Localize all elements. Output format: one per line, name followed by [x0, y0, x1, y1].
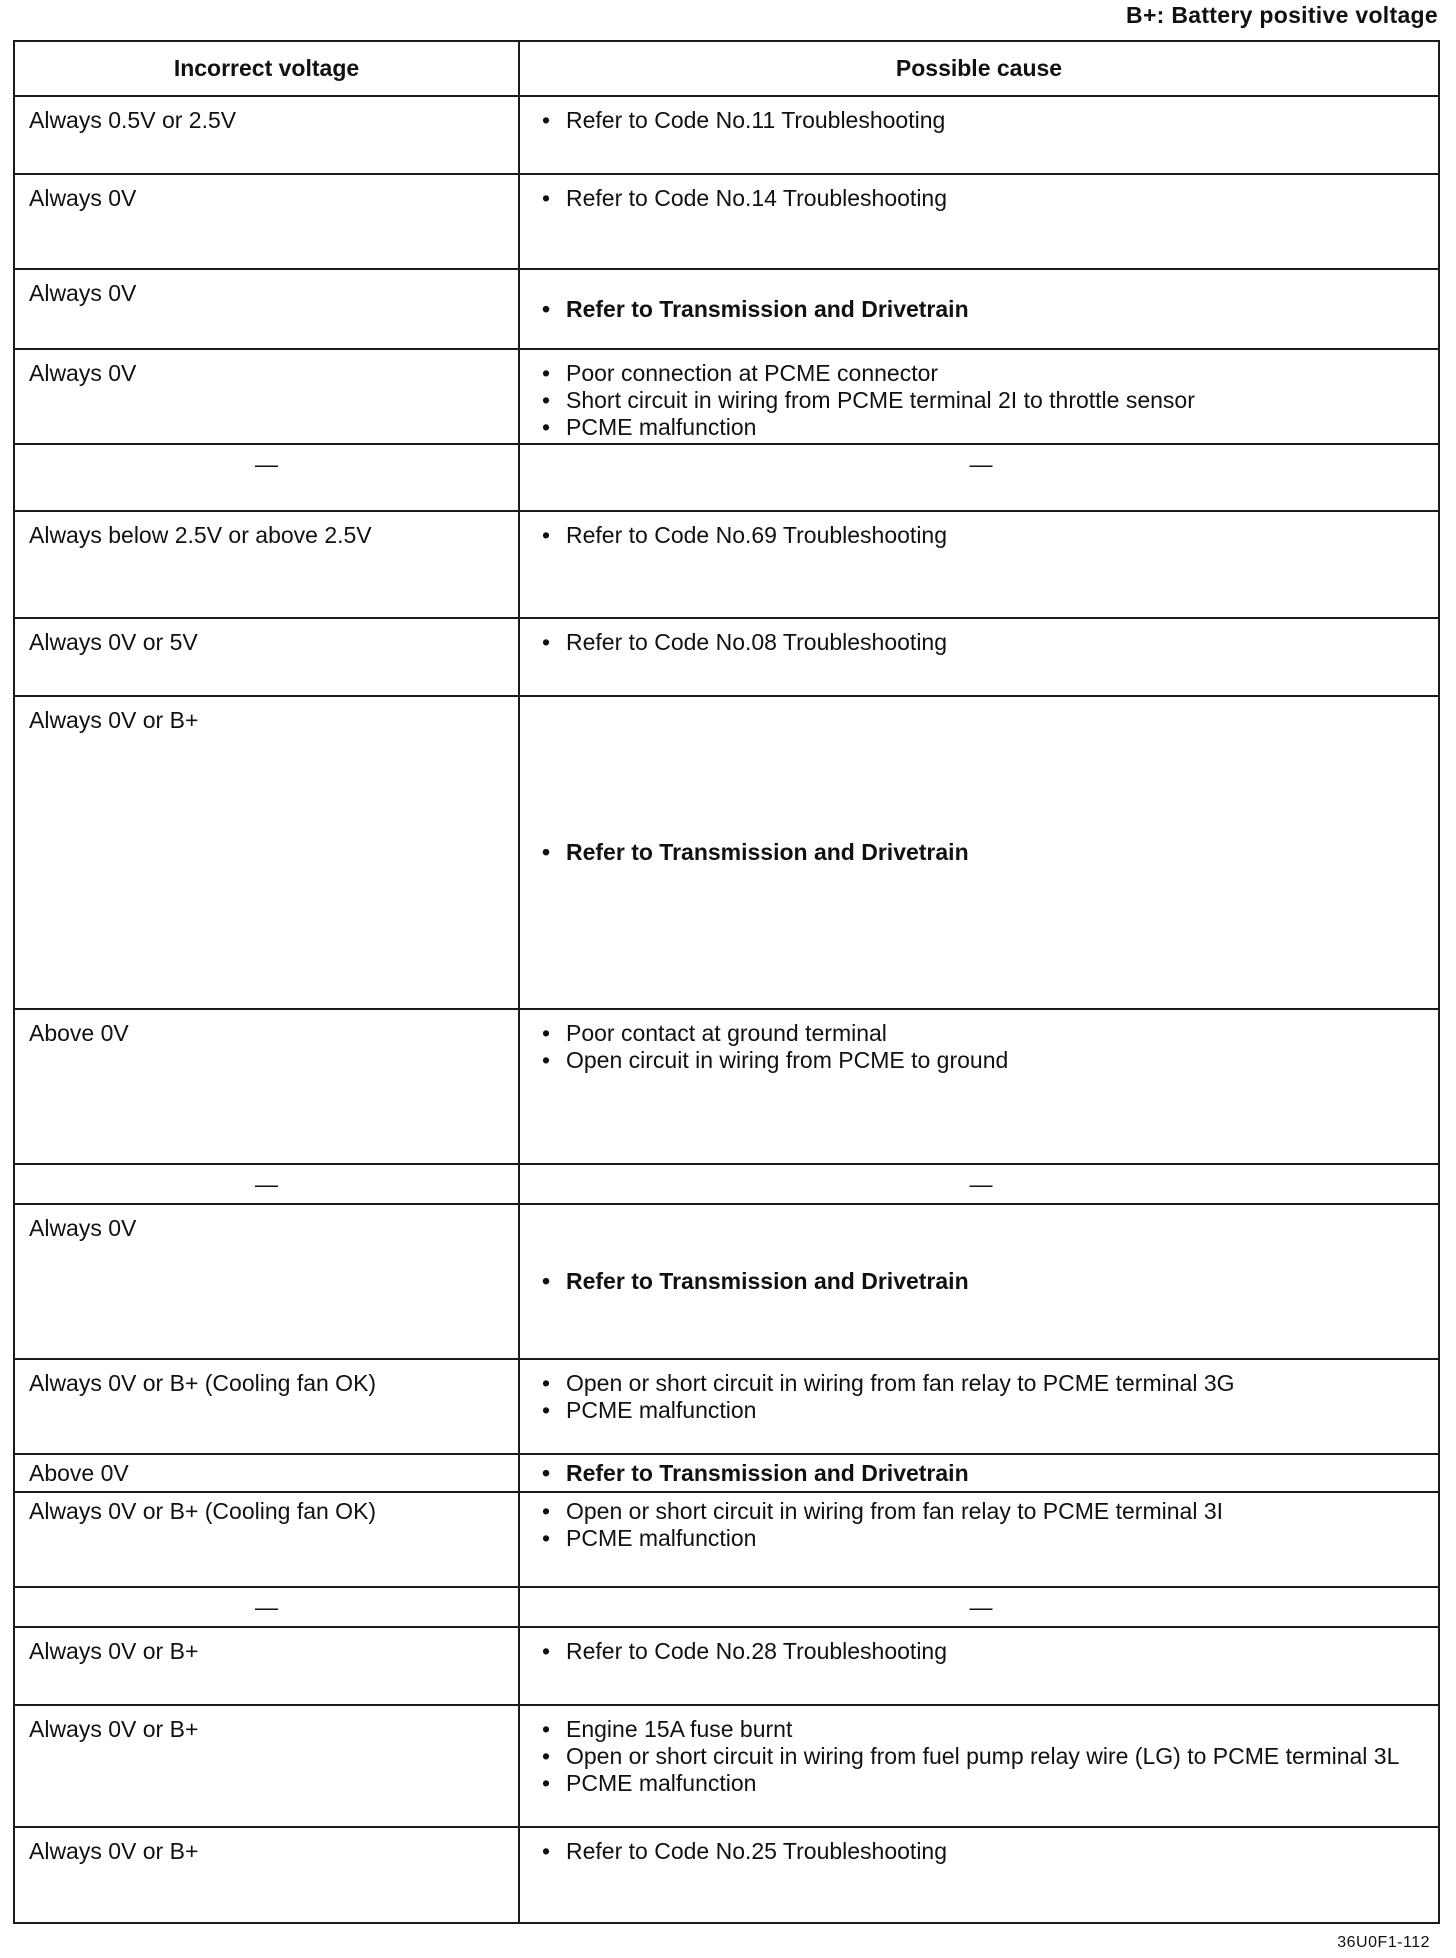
table-row: [14, 444, 1439, 511]
cause-cell: [519, 1827, 1439, 1923]
cause-cell: [519, 1204, 1439, 1359]
cause-cell: [519, 1705, 1439, 1827]
voltage-table: [13, 40, 1440, 1924]
cause-cell: [519, 1627, 1439, 1705]
table-row: [14, 1827, 1439, 1923]
voltage-cell: Always 0V: [14, 269, 519, 349]
voltage-cell: Always 0V: [14, 349, 519, 444]
voltage-cell: Always 0V or B+ (Cooling fan OK): [14, 1359, 519, 1454]
table-row: [14, 696, 1439, 1009]
table-row: [14, 269, 1439, 349]
table-row: [14, 1164, 1439, 1204]
cause-item: • Open circuit in wiring from PCME to ground: [534, 1047, 1428, 1074]
table-row: [14, 618, 1439, 696]
cause-cell: [519, 511, 1439, 618]
cause-cell: [519, 96, 1439, 174]
voltage-cell: Always 0V or B+: [14, 1827, 519, 1923]
cause-cell: —: [519, 444, 1439, 511]
voltage-cell: Always 0V or 5V: [14, 618, 519, 696]
table-row: [14, 1204, 1439, 1359]
cause-cell: —: [519, 1164, 1439, 1204]
cause-cell: [519, 1492, 1439, 1587]
cause-item: • Refer to Code No.28 Troubleshooting: [534, 1638, 1428, 1665]
cause-cell: [519, 174, 1439, 269]
cause-cell: [519, 1359, 1439, 1454]
voltage-cell: —: [14, 1587, 519, 1627]
cause-item: • Refer to Transmission and Drivetrain: [534, 1460, 1428, 1487]
cause-item: • Refer to Code No.25 Troubleshooting: [534, 1838, 1428, 1865]
voltage-cell: Above 0V: [14, 1009, 519, 1164]
cause-item: • Open or short circuit in wiring from fan relay to PCME terminal 3G: [534, 1370, 1428, 1397]
cause-item: • Open or short circuit in wiring from fan relay to PCME terminal 3I: [534, 1498, 1428, 1525]
table-row: [14, 511, 1439, 618]
header-incorrect-voltage: Incorrect voltage: [14, 41, 519, 96]
voltage-cell: Always 0V or B+ (Cooling fan OK): [14, 1492, 519, 1587]
cause-item: • PCME malfunction: [534, 1397, 1428, 1424]
table-row: [14, 96, 1439, 174]
voltage-cell: Always 0V or B+: [14, 1705, 519, 1827]
voltage-cell: Above 0V: [14, 1454, 519, 1492]
table-row: [14, 1587, 1439, 1627]
cause-item: • Refer to Code No.14 Troubleshooting: [534, 185, 1428, 212]
cause-cell: [519, 269, 1439, 349]
voltage-cell: Always 0V or B+: [14, 1627, 519, 1705]
table-row: [14, 1359, 1439, 1454]
legend-note: B+: Battery positive voltage: [1126, 2, 1438, 28]
voltage-cell: Always 0V or B+: [14, 696, 519, 1009]
table-row: [14, 1454, 1439, 1492]
cause-cell: [519, 1454, 1439, 1492]
cause-cell: [519, 1009, 1439, 1164]
cause-cell: —: [519, 1587, 1439, 1627]
voltage-cell: Always 0V: [14, 174, 519, 269]
cause-item: • Poor contact at ground terminal: [534, 1020, 1428, 1047]
figure-code: 36U0F1-112: [1337, 1934, 1430, 1951]
cause-item: • Refer to Code No.11 Troubleshooting: [534, 107, 1428, 134]
header-possible-cause: Possible cause: [519, 41, 1439, 96]
cause-item: • Refer to Code No.08 Troubleshooting: [534, 629, 1428, 656]
table-row: [14, 1627, 1439, 1705]
voltage-cell: —: [14, 444, 519, 511]
cause-item: • Refer to Transmission and Drivetrain: [534, 296, 1428, 323]
cause-item: • Refer to Transmission and Drivetrain: [534, 1268, 1428, 1295]
voltage-cell: —: [14, 1164, 519, 1204]
cause-item: • Poor connection at PCME connector: [534, 360, 1428, 387]
cause-item: • PCME malfunction: [534, 1770, 1428, 1797]
cause-item: • Engine 15A fuse burnt: [534, 1716, 1428, 1743]
cause-item: • PCME malfunction: [534, 414, 1428, 441]
table-header-row: [14, 41, 1439, 96]
voltage-cell: Always 0.5V or 2.5V: [14, 96, 519, 174]
cause-cell: [519, 618, 1439, 696]
cause-item: • Short circuit in wiring from PCME terminal 2I to throttle sensor: [534, 387, 1428, 414]
table-row: [14, 349, 1439, 444]
cause-item: • Refer to Code No.69 Troubleshooting: [534, 522, 1428, 549]
table-row: [14, 1009, 1439, 1164]
table-row: [14, 174, 1439, 269]
cause-cell: [519, 349, 1439, 444]
cause-item: • Open or short circuit in wiring from fuel pump relay wire (LG) to PCME terminal 3L: [534, 1743, 1428, 1770]
voltage-cell: Always below 2.5V or above 2.5V: [14, 511, 519, 618]
cause-item: • Refer to Transmission and Drivetrain: [534, 839, 1428, 866]
table-row: [14, 1492, 1439, 1587]
table-row: [14, 1705, 1439, 1827]
cause-item: • PCME malfunction: [534, 1525, 1428, 1552]
voltage-cell: Always 0V: [14, 1204, 519, 1359]
cause-cell: [519, 696, 1439, 1009]
